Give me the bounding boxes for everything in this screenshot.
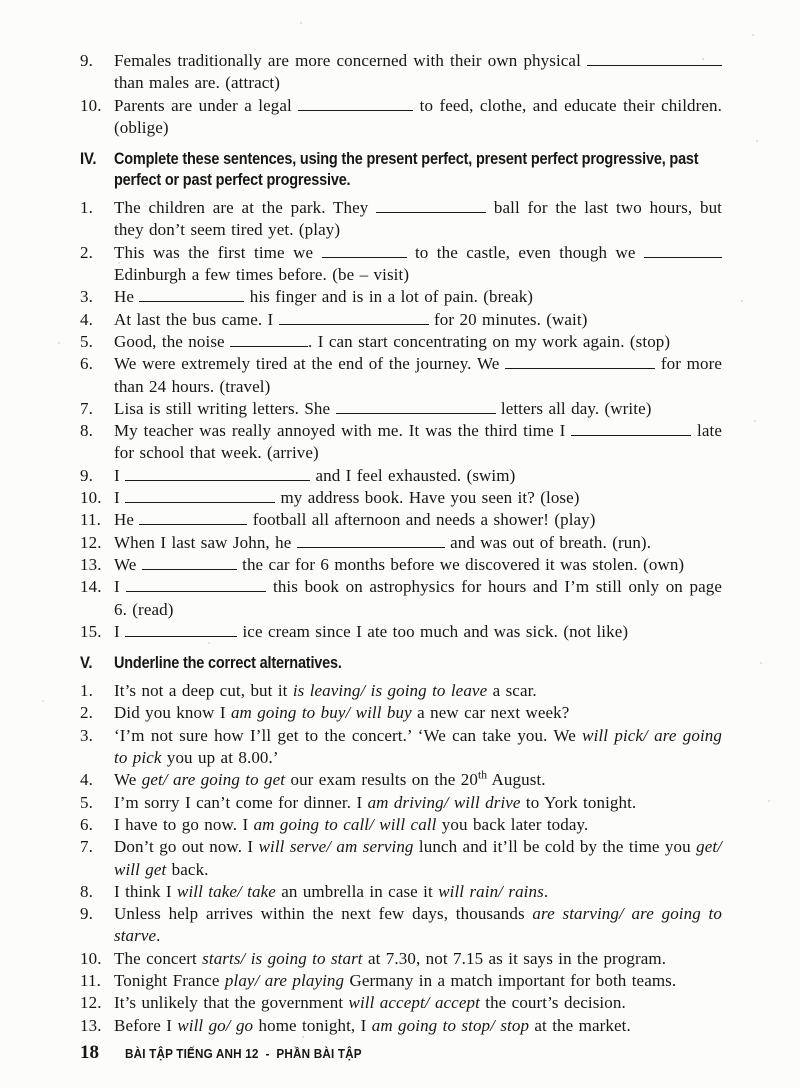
exercise-item <box>80 465 722 487</box>
fill-in-blank <box>587 51 722 66</box>
item-number: 7. <box>80 837 93 857</box>
exercise-item <box>80 725 722 770</box>
text-run: I <box>114 621 126 641</box>
fill-in-blank <box>644 243 722 258</box>
item-number: 8. <box>80 881 93 901</box>
text-run: Females traditionally are more concerned with their own physical <box>114 51 587 70</box>
fill-in-blank <box>336 399 496 414</box>
section-items <box>80 197 722 643</box>
text-run: The concert <box>114 948 203 968</box>
text-run: you up at 8.00.’ <box>161 748 279 768</box>
text-run: ball for the last two hours, but they don’t seem tired yet. (play) <box>114 198 722 240</box>
exercise-item <box>80 1015 722 1037</box>
alternative-choice: get/ are going to get <box>141 770 286 790</box>
text-run: When I last saw John, he <box>114 532 297 552</box>
text-run: . I can start concentrating on my work again. (stop) <box>308 331 671 351</box>
exercise-item <box>80 286 722 308</box>
text-run: Germany in a match important for both teams. <box>344 970 677 990</box>
item-number: 13. <box>80 554 102 574</box>
text-run: back. <box>166 859 209 879</box>
text-run: to York tonight. <box>520 792 637 812</box>
section-title: Underline the correct alternatives. <box>114 653 342 673</box>
text-run: an umbrella in case it <box>275 881 439 901</box>
item-number: 10. <box>80 488 102 508</box>
exercise-item <box>80 554 722 576</box>
item-number: 1. <box>80 198 93 218</box>
exercise-item <box>80 509 722 531</box>
text-run: Parents are under a legal <box>114 95 299 115</box>
text-run: ‘I’m not sure how I’ll get to the concert.’ ‘We can take you. We <box>114 725 583 745</box>
exercise-item <box>80 881 722 903</box>
fill-in-blank <box>125 488 275 503</box>
book-title <box>125 1043 362 1065</box>
exercise-item <box>80 242 722 287</box>
text-run: I think I <box>114 881 178 901</box>
alternative-choice: am going to call/ will call <box>253 814 437 834</box>
text-run: This was the first time we <box>114 242 322 262</box>
text-run: home tonight, I <box>253 1015 372 1035</box>
fill-in-blank <box>322 243 407 258</box>
exercise-item <box>80 769 722 791</box>
fill-in-blank <box>505 354 655 369</box>
text-run: his finger and is in a lot of pain. (break) <box>244 287 534 307</box>
text-run: My teacher was really annoyed with me. It was the third time I <box>114 421 572 441</box>
alternative-choice: will go/ go <box>177 1015 254 1035</box>
item-number: 13. <box>80 1015 102 1035</box>
book-part-text: PHẦN BÀI TẬP <box>276 1045 362 1061</box>
exercise-item <box>80 331 722 353</box>
text-run: you back later today. <box>436 814 589 834</box>
fill-in-blank <box>279 310 429 325</box>
fill-in-blank <box>139 287 244 302</box>
text-run: than males are. (attract) <box>114 73 280 93</box>
alternative-choice: will pick/ are going to pick <box>114 725 722 768</box>
item-number: 2. <box>80 703 93 723</box>
superscript: th <box>477 768 488 782</box>
item-number: 9. <box>80 904 93 924</box>
text-run: a new car next week? <box>411 703 570 723</box>
item-number: 6. <box>80 354 93 374</box>
alternative-choice: are starving/ are going to starve <box>114 904 722 946</box>
text-run: I <box>114 465 126 485</box>
text-run: August. <box>487 770 546 790</box>
text-run: . <box>156 926 161 946</box>
sections-container <box>80 148 722 1037</box>
text-run: the court’s decision. <box>479 993 626 1013</box>
page-footer <box>80 1042 722 1065</box>
item-number: 3. <box>80 287 93 307</box>
alternative-choice: will serve/ am serving <box>258 837 414 857</box>
scan-speckles <box>0 0 2 2</box>
text-run: We <box>114 770 142 790</box>
exercise-item <box>80 814 722 836</box>
fill-in-blank <box>298 96 413 111</box>
alternative-choice: play/ are playing <box>224 970 345 990</box>
exercise-item <box>80 621 722 643</box>
exercise-item <box>80 702 722 724</box>
exercise-item <box>80 992 722 1014</box>
exercise-item <box>80 420 722 465</box>
book-title-text: BÀI TẬP TIẾNG ANH 12 <box>125 1045 259 1061</box>
text-run: this book on astrophysics for hours and I’m still only on page 6. (read) <box>114 577 722 619</box>
text-run: Don’t go out now. I <box>114 837 259 857</box>
item-number: 9. <box>80 51 93 70</box>
exercise-item <box>80 398 722 420</box>
fill-in-blank <box>126 577 266 592</box>
item-number: 1. <box>80 681 93 701</box>
alternative-choice: get/ will get <box>114 837 722 879</box>
section-heading <box>80 652 722 673</box>
exercise-item <box>80 792 722 814</box>
text-run: Did you know I <box>114 703 231 723</box>
text-run: Lisa is still writing letters. She <box>114 398 336 418</box>
alternative-choice: starts/ is going to start <box>202 948 363 968</box>
fill-in-blank <box>125 466 310 481</box>
text-run: for 20 minutes. (wait) <box>428 309 588 329</box>
exercise-item <box>80 680 722 702</box>
exercise-item <box>80 197 722 242</box>
text-run: ice cream since I ate too much and was sick. (not like) <box>237 621 629 641</box>
item-number: 8. <box>80 421 93 441</box>
fill-in-blank <box>376 198 486 213</box>
text-run: We were extremely tired at the end of the journey. We <box>114 354 506 374</box>
alternative-choice: will accept/ accept <box>348 993 480 1013</box>
item-number: 12. <box>80 993 102 1013</box>
alternative-choice: will rain/ rains <box>438 881 544 901</box>
fill-in-blank <box>571 421 691 436</box>
text-run: At last the bus came. I <box>114 309 279 329</box>
exercise-item <box>80 487 722 509</box>
exercise-item <box>80 353 722 398</box>
item-number: 12. <box>80 532 102 552</box>
text-run: I’m sorry I can’t come for dinner. I <box>114 792 368 812</box>
item-number: 11. <box>80 510 101 530</box>
fill-in-blank <box>297 533 445 548</box>
text-run: letters all day. (write) <box>495 398 652 418</box>
text-run: . <box>543 881 549 901</box>
fill-in-blank <box>142 555 237 570</box>
text-run: for more than 24 hours. (travel) <box>114 354 722 396</box>
text-run: I <box>114 488 126 508</box>
text-run: to the castle, even though we <box>406 242 644 262</box>
item-number: 2. <box>80 242 93 262</box>
exercise-item <box>80 903 722 948</box>
text-run: The children are at the park. They <box>114 198 377 218</box>
text-run: our exam results on the 20 <box>285 770 478 790</box>
item-number: 3. <box>80 725 93 745</box>
text-run: at 7.30, not 7.15 as it says in the program. <box>362 948 667 968</box>
text-run: It’s unlikely that the government <box>114 993 349 1013</box>
exercise-item <box>80 50 722 95</box>
text-run: I <box>114 577 127 597</box>
text-run: Before I <box>114 1015 178 1035</box>
section-title: Complete these sentences, using the present perfect, present perfect progressive, past perfect or past perfect progressive. <box>114 149 699 190</box>
fill-in-blank <box>125 622 237 637</box>
alternative-choice: am going to stop/ stop <box>371 1015 530 1035</box>
alternative-choice: am going to buy/ will buy <box>230 703 412 723</box>
fill-in-blank <box>139 510 247 525</box>
item-number: 10. <box>80 948 102 968</box>
exercise-iii-items <box>80 50 722 139</box>
text-run: football all afternoon and needs a shower! (play) <box>247 510 596 530</box>
exercise-item <box>80 309 722 331</box>
alternative-choice: is leaving/ is going to leave <box>292 681 488 701</box>
text-run: He <box>114 287 140 307</box>
footer-separator: - <box>258 1045 277 1061</box>
alternative-choice: will take/ take <box>177 881 276 901</box>
text-run: at the market. <box>529 1015 631 1035</box>
item-number: 4. <box>80 309 93 329</box>
item-number: 7. <box>80 398 93 418</box>
text-run: my address book. Have you seen it? (lose) <box>275 488 580 508</box>
section-label: IV. <box>80 149 97 169</box>
item-number: 6. <box>80 814 93 834</box>
item-number: 14. <box>80 577 102 597</box>
item-number: 9. <box>80 465 93 485</box>
exercise-item <box>80 576 722 621</box>
text-run: We <box>114 554 142 574</box>
text-run: Edinburgh a few times before. (be – visit) <box>114 265 410 285</box>
text-run: late for school that week. (arrive) <box>114 421 722 463</box>
text-run: It’s not a deep cut, but it <box>114 681 293 701</box>
text-run: a scar. <box>487 681 537 701</box>
section-label: V. <box>80 653 93 673</box>
text-run: I have to go now. I <box>114 814 254 834</box>
alternative-choice: am driving/ will drive <box>367 792 521 812</box>
text-run: to feed, clothe, and educate their children. (oblige) <box>114 95 722 137</box>
text-run: and I feel exhausted. (swim) <box>310 465 516 485</box>
item-number: 11. <box>80 970 101 990</box>
item-number: 5. <box>80 792 93 812</box>
exercise-item <box>80 836 722 881</box>
item-number: 10. <box>80 95 102 115</box>
item-number: 4. <box>80 770 93 790</box>
text-run: the car for 6 months before we discovered it was stolen. (own) <box>236 554 685 574</box>
exercise-item <box>80 95 722 140</box>
text-run: Unless help arrives within the next few days, thousands <box>114 904 533 924</box>
item-number: 15. <box>80 621 102 641</box>
text-run: He <box>114 510 140 530</box>
text-run: Tonight France <box>114 970 225 990</box>
text-run: lunch and it’ll be cold by the time you <box>413 837 697 857</box>
exercise-item <box>80 948 722 970</box>
exercise-item <box>80 970 722 992</box>
text-run: Good, the noise <box>114 331 231 351</box>
section-heading <box>80 148 722 190</box>
exercise-item <box>80 532 722 554</box>
fill-in-blank <box>230 332 308 347</box>
text-run: and was out of breath. (run). <box>444 532 652 552</box>
section-items <box>80 680 722 1037</box>
item-number: 5. <box>80 331 93 351</box>
page-number: 18 <box>80 1041 99 1063</box>
